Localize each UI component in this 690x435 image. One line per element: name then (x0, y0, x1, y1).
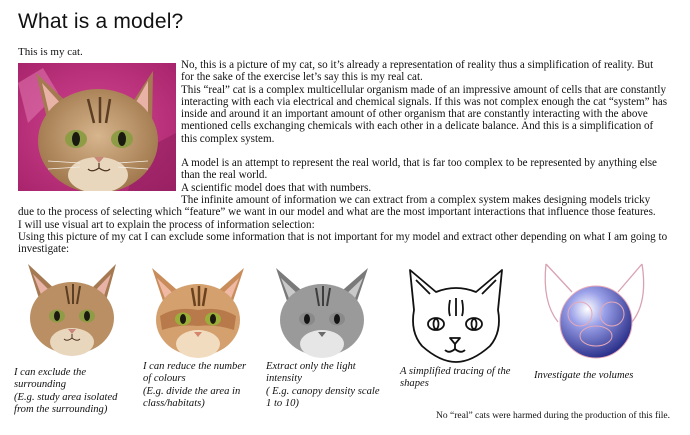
paragraph: Using this picture of my cat I can exclude some information that is not important for my model and extract other depending on what I am going to investigate: (18, 230, 668, 256)
cat-cutout-image (20, 262, 122, 367)
paragraph: A model is an attempt to represent the real world, that is far too complex to be represented by anything else than the real world. (181, 157, 657, 182)
caption-exclude-surrounding: I can exclude the surrounding (E.g. study area isolated from the surrounding) (14, 367, 118, 415)
caption-light-intensity: Extract only the light intensity ( E.g. canopy density scale 1 to 10) (266, 361, 380, 409)
caption-shape-tracing: A simplified tracing of the shapes (400, 366, 511, 390)
cat-volumes-image (538, 262, 650, 367)
paragraph: I will use visual art to explain the process of information selection: (18, 218, 315, 231)
paragraph: No, this is a picture of my cat, so it’s already a representation of reality thus a simplification of reality. But for the sake of the exercise let’s say this is my real cat. (181, 59, 654, 84)
paragraph: A scientific model does that with numbers. (181, 181, 372, 194)
paragraph: The infinite amount of information we can extract from a complex system makes designing models tricky due to the process of selecting which “feature” we want in our model and what are the most important interactions that influence those features. (18, 193, 656, 219)
caption-volumes: Investigate the volumes (534, 370, 634, 381)
footer-note: No “real” cats were harmed during the production of this file. (436, 411, 670, 421)
caption-reduce-colours: I can reduce the number of colours (E.g. divide the area in class/habitats) (143, 361, 247, 409)
page-title: What is a model? (18, 10, 184, 33)
intro-text: This is my cat. (18, 46, 83, 58)
paragraph: This “real” cat is a complex multicellular organism made of an impressive amount of cells that are constantly interacting with each via electrical and chemical signals. If this was not complex enough the cat “system” has inside and around it an important amount of other organism that are constantly interacting with the above mentioned cells exchanging chemicals with each other in a delicate balance. And this is a simplification of this complex system. (181, 83, 668, 145)
cat-line-tracing-image (400, 266, 512, 369)
cat-reduced-colours-image (146, 266, 250, 367)
cat-greyscale-image (270, 266, 374, 367)
body-text (18, 59, 668, 255)
